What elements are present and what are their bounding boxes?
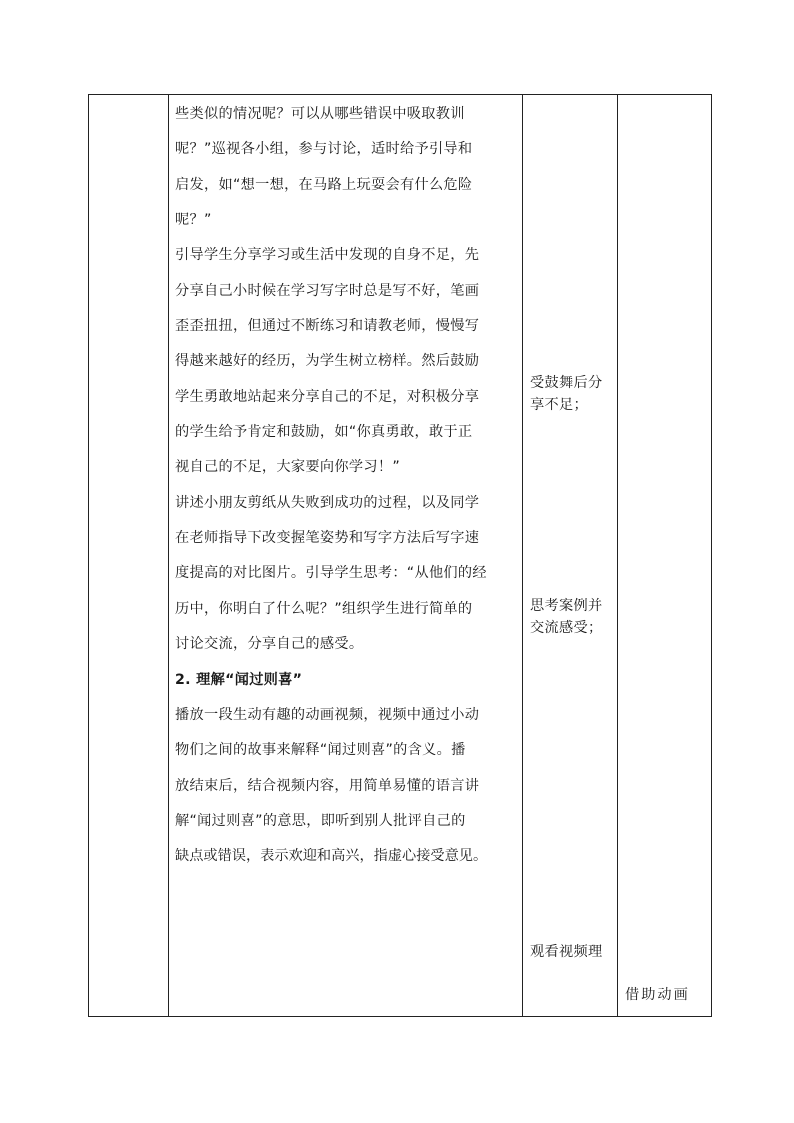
text-line: 视自己的不足，大家要向你学习！” bbox=[175, 459, 400, 476]
lesson-plan-table bbox=[88, 94, 712, 1017]
text-line: 播放一段生动有趣的动画视频，视频中通过小动 bbox=[175, 706, 480, 723]
text-line: 歪歪扭扭，但通过不断练习和请教老师，慢慢写 bbox=[175, 318, 480, 335]
text-line: 度提高的对比图片。引导学生思考：“从他们的经 bbox=[175, 565, 487, 582]
text-line: 历中，你明白了什么呢？”组织学生进行简单的 bbox=[175, 600, 473, 617]
table-row bbox=[89, 95, 712, 1017]
student-activity-cell bbox=[523, 95, 618, 1017]
text-line: 引导学生分享学习或生活中发现的自身不足，先 bbox=[175, 247, 480, 264]
section-heading: 2. 理解“闻过则喜” bbox=[175, 671, 303, 688]
text-line: 呢？”巡视各小组，参与讨论，适时给予引导和 bbox=[175, 141, 473, 158]
text-line: 物们之间的故事来解释“闻过则喜”的含义。播 bbox=[175, 742, 466, 759]
text-line: 得越来越好的经历，为学生树立榜样。然后鼓励 bbox=[175, 353, 480, 370]
teacher-activity-text bbox=[175, 95, 518, 875]
text-line: 分享自己小时候在学习写字时总是写不好，笔画 bbox=[175, 282, 480, 299]
text-line: 在老师指导下改变握笔姿势和写字方法后写字速 bbox=[175, 530, 480, 547]
text-line: 解“闻过则喜”的意思，即听到别人批评自己的 bbox=[175, 812, 466, 829]
text-line: 的学生给予肯定和鼓励，如“你真勇敢，敢于正 bbox=[175, 424, 473, 441]
student-note-3: 观看视频理 bbox=[530, 944, 603, 960]
text-line: 讲述小朋友剪纸从失败到成功的过程，以及同学 bbox=[175, 494, 480, 511]
text-line: 缺点或错误，表示欢迎和高兴，指虚心接受意见。 bbox=[175, 848, 488, 865]
teacher-activity-cell bbox=[169, 95, 523, 1017]
text-line: 放结束后，结合视频内容，用简单易懂的语言讲 bbox=[175, 777, 480, 794]
student-note-2: 思考案例并 交流感受； bbox=[530, 598, 603, 636]
design-note-1: 借助动画 bbox=[625, 987, 690, 1003]
left-label-cell bbox=[89, 95, 169, 1017]
design-intent-cell bbox=[618, 95, 712, 1017]
text-line: 呢？” bbox=[175, 212, 212, 229]
text-line: 学生勇敢地站起来分享自己的不足，对积极分享 bbox=[175, 388, 480, 405]
text-line: 启发，如“想一想，在马路上玩耍会有什么危险 bbox=[175, 176, 473, 193]
text-line: 些类似的情况呢？可以从哪些错误中吸取教训 bbox=[175, 106, 465, 122]
text-line: 讨论交流，分享自己的感受。 bbox=[175, 636, 364, 653]
student-note-1: 受鼓舞后分 享不足； bbox=[530, 375, 603, 413]
